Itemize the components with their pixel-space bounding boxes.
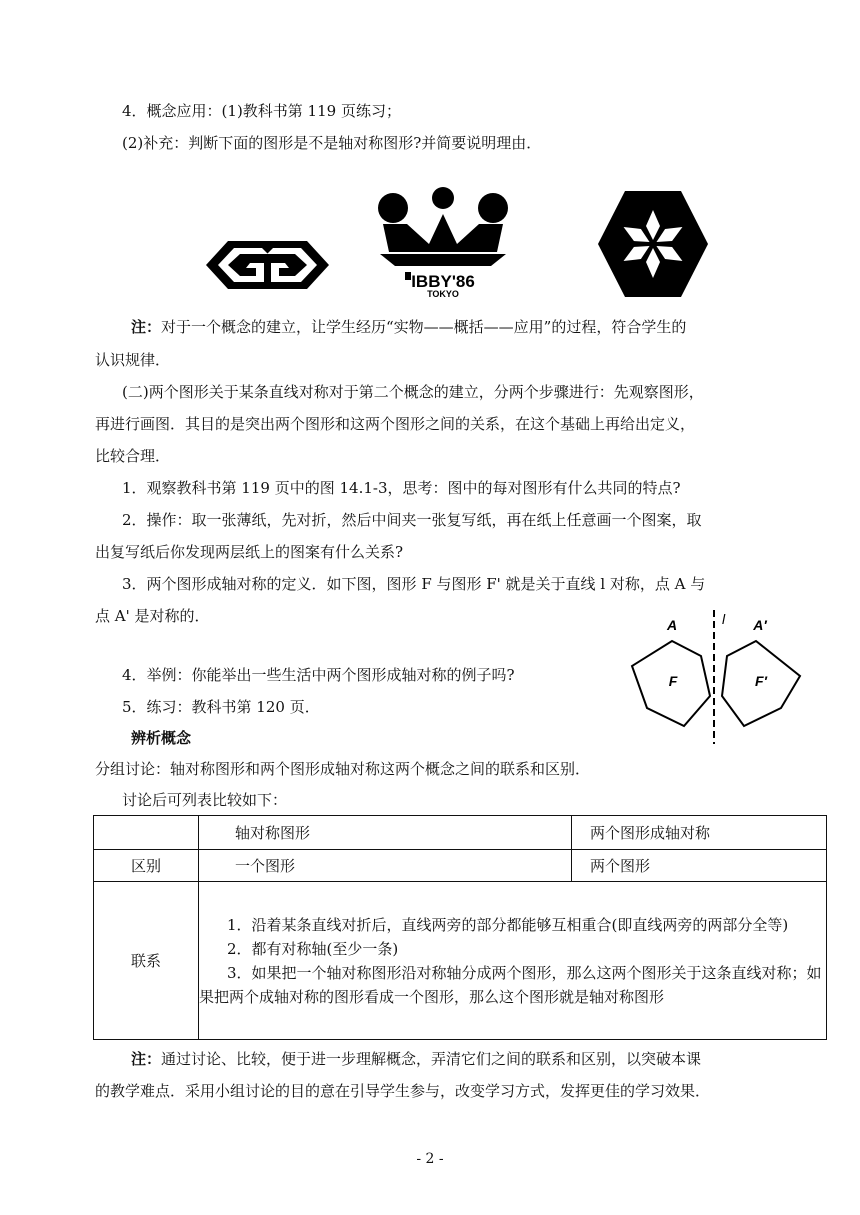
note2-text-a: 通过讨论、比较，便于进一步理解概念，弄清它们之间的联系和区别，以突破本课	[161, 1050, 702, 1068]
table-header-twofigs: 两个图形成轴对称	[572, 816, 827, 850]
step1-line: 1．观察教科书第 119 页中的图 14.1-3，思考：图中的每对图形有什么共同的特点?	[122, 479, 681, 497]
comparison-table	[93, 815, 827, 1040]
after-discussion-line: 讨论后可列表比较如下：	[122, 791, 288, 809]
label-a: A	[666, 617, 678, 633]
note1-line-a	[131, 317, 686, 337]
table-row-difference	[94, 850, 827, 882]
connection-point-3: 3．如果把一个轴对称图形沿对称轴分成两个图形，那么这两个图形关于这条直线对称；如果把两个成轴对称的图形看成一个图形，那么这个图形就是轴对称图形	[199, 963, 822, 1006]
page-number: - 2 -	[416, 1151, 444, 1167]
table-label-connection: 联系	[94, 882, 199, 1040]
symmetry-figure	[624, 608, 810, 746]
logo-ibby-crown-icon	[377, 186, 509, 298]
label-l: l	[722, 611, 726, 627]
logo-hexagon-star-icon	[597, 188, 709, 300]
table-header-axisym: 轴对称图形	[199, 816, 572, 850]
note2-line-b: 的教学难点．采用小组讨论的目的意在引导学生参与，改变学习方式，发挥更佳的学习效果．	[95, 1082, 711, 1100]
table-corner-cell	[94, 816, 199, 850]
discussion-line: 分组讨论：轴对称图形和两个图形成轴对称这两个概念之间的联系和区别．	[95, 760, 591, 778]
step4-line: 4．举例：你能举出一些生活中两个图形成轴对称的例子吗?	[122, 666, 515, 684]
sec2-line-b: 再进行画图．其目的是突出两个图形和这两个图形之间的关系，在这个基础上再给出定义，	[95, 415, 696, 433]
step3-line-b: 点 A' 是对称的．	[95, 607, 210, 625]
table-label-difference: 区别	[94, 850, 199, 882]
label-a-prime: A′	[753, 617, 767, 633]
step3-line-a: 3．两个图形成轴对称的定义．如下图，图形 F 与图形 F' 就是关于直线 l 对称，点 A 与	[122, 575, 706, 593]
table-row-connection	[94, 882, 827, 1040]
step2-line-b: 出复写纸后你发现两层纸上的图案有什么关系?	[95, 543, 404, 561]
note2-line-a	[131, 1049, 701, 1069]
line-supplement: (2)补充：判断下面的图形是不是轴对称图形?并简要说明理由．	[122, 134, 542, 152]
ibby-text: IBBY'86	[411, 272, 475, 291]
logo-gg-icon	[204, 235, 331, 295]
note2-label: 注：	[131, 1050, 162, 1068]
label-f: F	[668, 673, 678, 689]
note1-text-a: 对于一个概念的建立，让学生经历“实物——概括——应用”的过程，符合学生的	[161, 318, 687, 336]
table-header-row	[94, 816, 827, 850]
table-cell-two-figures: 两个图形	[572, 850, 827, 882]
table-cell-connection	[199, 882, 827, 1040]
step5-line: 5．练习：教科书第 120 页．	[122, 698, 320, 716]
label-f-prime: F′	[755, 673, 767, 689]
connection-point-1: 1．沿着某条直线对折后，直线两旁的部分都能够互相重合(即直线两旁的两部分全等)	[227, 915, 789, 934]
sec2-line-c: 比较合理．	[95, 447, 171, 465]
section-heading: 辨析概念	[131, 729, 192, 747]
table-cell-one-figure: 一个图形	[199, 850, 572, 882]
sec2-line-a: (二)两个图形关于某条直线对称对于第二个概念的建立，分两个步骤进行：先观察图形，	[122, 383, 704, 401]
note1-line-b: 认识规律．	[95, 351, 171, 369]
note1-label: 注：	[131, 318, 162, 336]
line-concept-application: 4．概念应用：(1)教科书第 119 页练习；	[122, 102, 401, 120]
step2-line-a: 2．操作：取一张薄纸，先对折，然后中间夹一张复写纸，再在纸上任意画一个图案，取	[122, 511, 702, 529]
tokyo-text: TOKYO	[427, 289, 459, 298]
connection-point-2: 2．都有对称轴(至少一条)	[227, 939, 399, 958]
